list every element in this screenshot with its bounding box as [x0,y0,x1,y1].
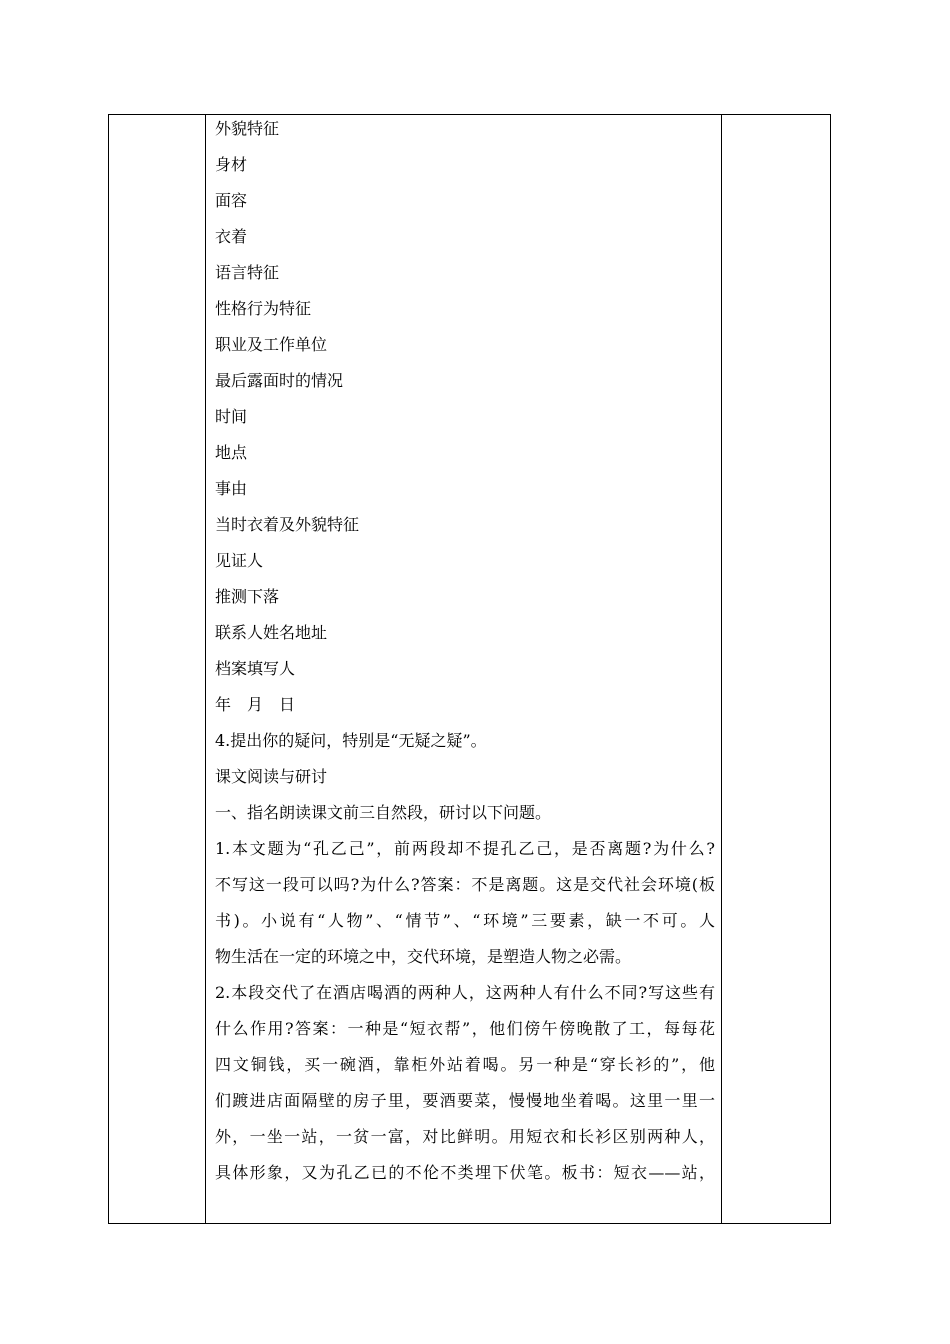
item-then-clothing: 当时衣着及外貌特征 [215,515,360,534]
question-4: 4.提出你的疑问，特别是“无疑之疑”。 [215,731,487,750]
q2-line: 们踱进店面隔壁的房子里，要酒要菜，慢慢地坐着喝。这里一里一 [215,1091,715,1110]
item-last-seen: 最后露面时的情况 [215,371,344,390]
column-divider-left [205,115,206,1223]
item-place: 地点 [215,443,248,462]
item-face: 面容 [215,191,248,210]
item-time: 时间 [215,407,248,426]
item-date: 年 月 日 [215,695,296,714]
q2-line: 四文铜钱，买一碗酒，靠柜外站着喝。另一种是“穿长衫的”，他 [215,1055,715,1074]
question-1-paragraph [215,831,715,975]
q2-line: 2.本段交代了在酒店喝酒的两种人，这两种人有什么不同?写这些有 [215,983,715,1002]
table-left-cell [109,115,205,1223]
q2-line: 什么作用?答案：一种是“短衣帮”，他们傍午傍晚散了工，每每花 [215,1019,715,1038]
q1-line: 物生活在一定的环境之中，交代环境，是塑造人物之必需。 [215,947,632,966]
item-witness: 见证人 [215,551,264,570]
item-figure: 身材 [215,155,248,174]
q2-line: 外，一坐一站，一贫一富，对比鲜明。用短衣和长衫区别两种人， [215,1127,715,1146]
task-one: 一、指名朗读课文前三自然段，研讨以下问题。 [215,803,552,822]
lesson-table [108,114,831,1224]
item-reason: 事由 [215,479,248,498]
q1-line: 1.本文题为“孔乙己”，前两段却不提孔乙己，是否离题?为什么? [215,839,715,858]
item-speech: 语言特征 [215,263,280,282]
question-2-paragraph [215,975,715,1191]
table-right-cell [722,115,830,1223]
q1-line: 书)。小说有“人物”、“情节”、“环境”三要素，缺一不可。人 [215,911,715,930]
item-contact: 联系人姓名地址 [215,623,328,642]
item-filler: 档案填写人 [215,659,296,678]
item-whereabouts: 推测下落 [215,587,280,606]
q2-line: 具体形象，又为孔乙已的不伦不类埋下伏笔。板书：短衣——站， [215,1163,715,1182]
item-occupation: 职业及工作单位 [215,335,328,354]
item-clothing: 衣着 [215,227,248,246]
section-heading: 课文阅读与研讨 [215,767,328,786]
q1-line: 不写这一段可以吗?为什么?答案：不是离题。这是交代社会环境(板 [215,875,715,894]
item-appearance: 外貌特征 [215,119,280,138]
item-character: 性格行为特征 [215,299,312,318]
